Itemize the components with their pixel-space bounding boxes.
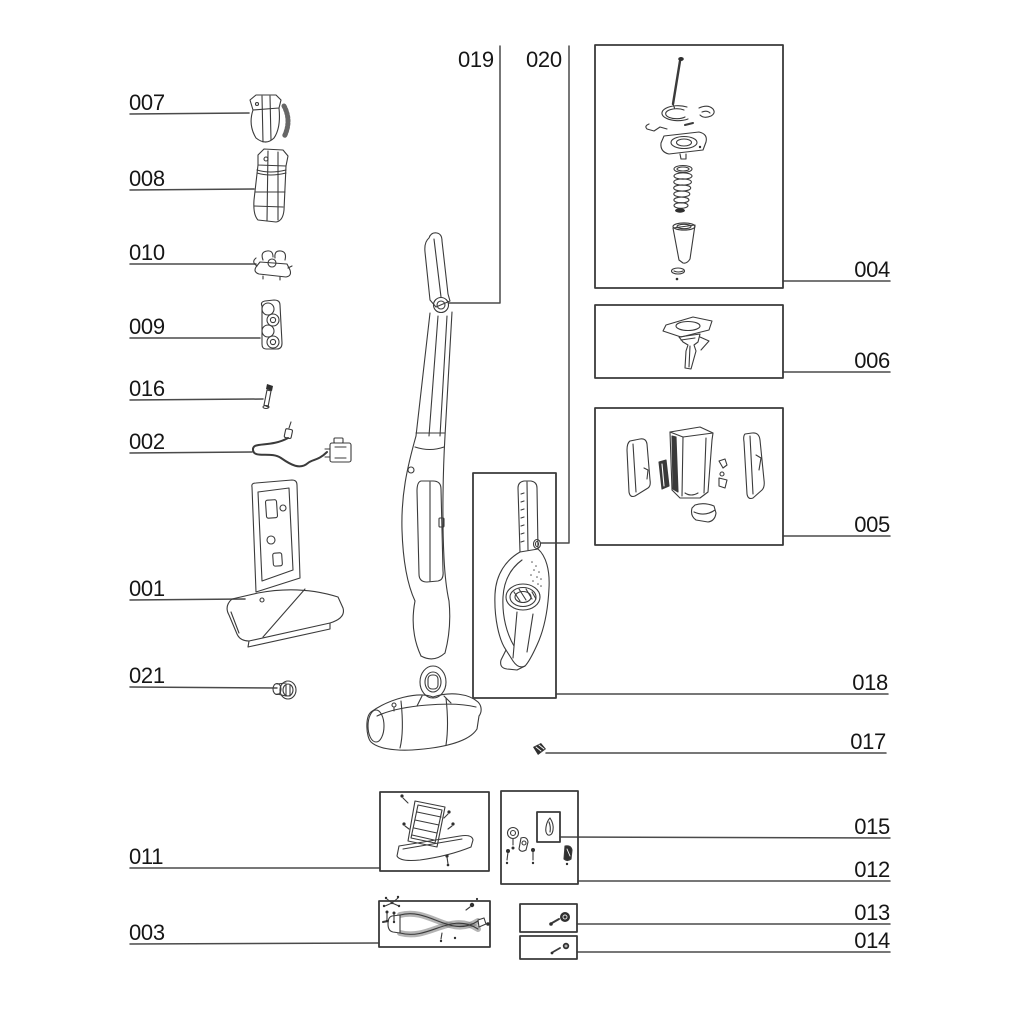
callout-012: 012 [854, 857, 890, 882]
part-014-screw-drawing [551, 943, 570, 955]
callout-015: 015 [854, 814, 890, 839]
callout-008: 008 [129, 166, 165, 191]
part-005-housing-drawing [627, 427, 764, 522]
part-003-brushroll-drawing [383, 896, 490, 942]
callout-010: 010 [129, 240, 165, 265]
callout-020: 020 [526, 47, 562, 72]
callout-018: 018 [852, 670, 888, 695]
part-010-latch-drawing [254, 251, 292, 280]
part-007-lid-drawing [250, 95, 288, 142]
leader-line-019 [449, 46, 500, 303]
callout-014: 014 [854, 928, 890, 953]
part-015-belt-drawing [546, 818, 553, 835]
callout-005: 005 [854, 512, 890, 537]
callout-017: 017 [850, 729, 886, 754]
part-009-battery-drawing [261, 300, 282, 349]
part-004-cyclone-kit-drawing [646, 57, 714, 280]
part-006-valve-drawing [663, 317, 712, 369]
main-unit-drawing [367, 233, 481, 750]
part-001-stand-drawing [227, 480, 343, 647]
callout-011: 011 [129, 844, 164, 869]
callout-003: 003 [129, 920, 165, 945]
callout-004: 004 [854, 257, 890, 282]
callout-021: 021 [129, 663, 165, 688]
callout-019: 019 [458, 47, 494, 72]
leader-line-003 [130, 943, 379, 944]
leader-lines [130, 46, 890, 952]
handheld-latch [534, 540, 541, 549]
leader-line-020 [541, 46, 569, 543]
part-021-knob-drawing [273, 681, 296, 699]
part-017-clip-drawing [533, 743, 546, 755]
part-002-charger-drawing [253, 422, 351, 466]
callout-002: 002 [129, 429, 165, 454]
group-box-011 [380, 792, 489, 871]
handheld-unit-drawing [495, 481, 549, 670]
callout-001: 001 [129, 576, 165, 601]
callout-013: 013 [854, 900, 890, 925]
callout-009: 009 [129, 314, 165, 339]
group-box-015 [537, 812, 560, 842]
part-013-wheel-screw-drawing [549, 912, 570, 926]
leader-line-015 [560, 837, 890, 838]
callout-007: 007 [129, 90, 165, 115]
part-008-container-drawing [254, 149, 288, 222]
callout-016: 016 [129, 376, 165, 401]
callout-006: 006 [854, 348, 890, 373]
part-016-pin-drawing [263, 384, 273, 409]
part-011-baseplate-drawing [397, 794, 473, 866]
